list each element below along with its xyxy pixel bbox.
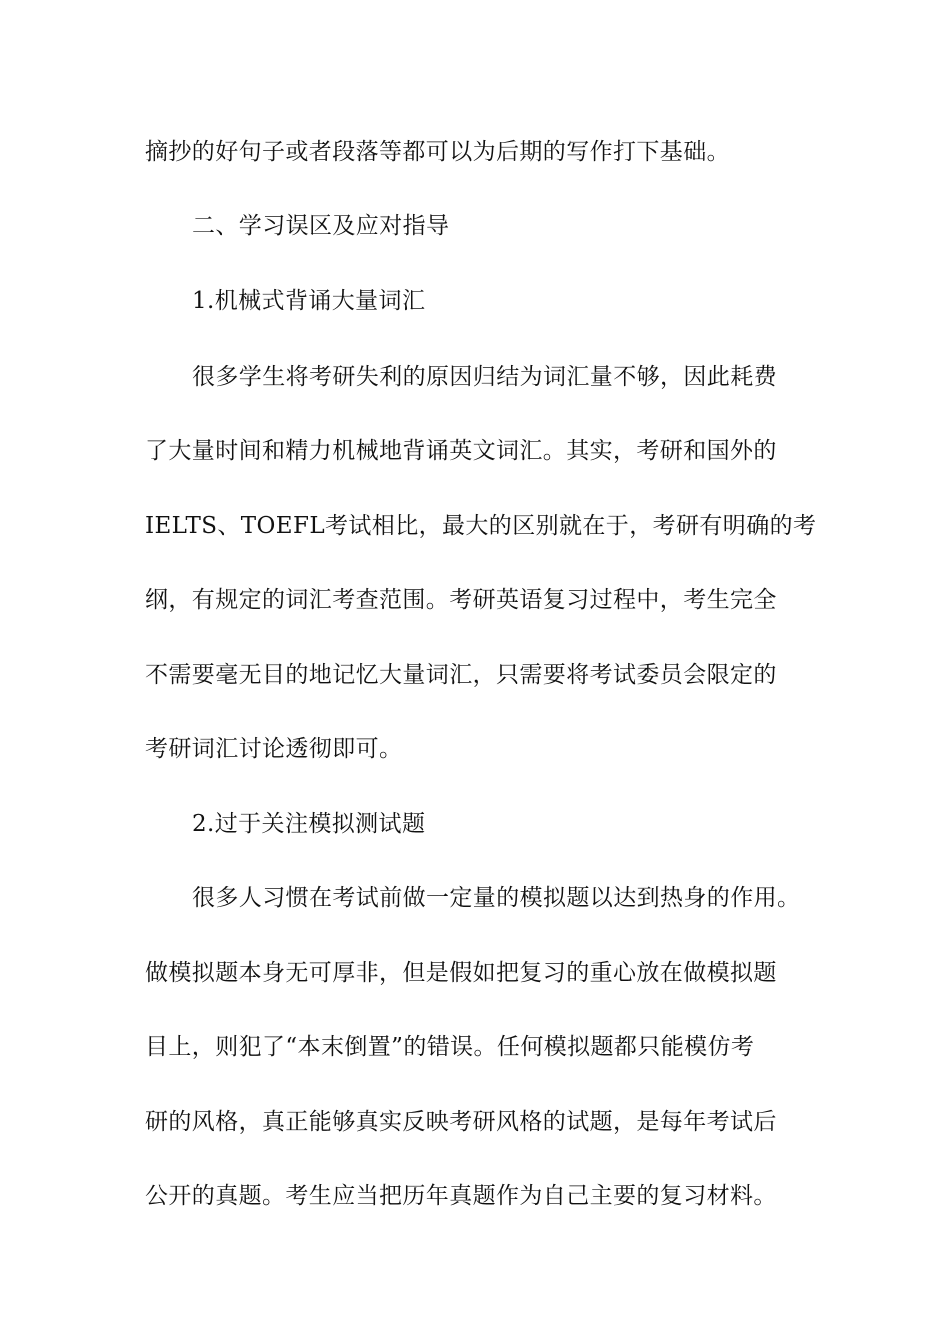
subsection-heading: 2.过于关注模拟测试题 (192, 811, 426, 837)
paragraph-line: 研的风格，真正能够真实反映考研风格的试题，是每年考试后 (145, 1109, 777, 1135)
section-heading: 二、学习误区及应对指导 (192, 213, 450, 239)
paragraph-line: 不需要毫无目的地记忆大量词汇，只需要将考试委员会限定的 (145, 662, 777, 688)
paragraph-line: 了大量时间和精力机械地背诵英文词汇。其实，考研和国外的 (145, 438, 777, 464)
paragraph-line: 目上，则犯了“本末倒置”的错误。任何模拟题都只能模仿考 (145, 1034, 755, 1060)
paragraph-line: IELTS、TOEFL考试相比，最大的区别就在于，考研有明确的考 (145, 513, 817, 539)
paragraph-line: 纲，有规定的词汇考查范围。考研英语复习过程中，考生完全 (145, 587, 777, 613)
paragraph-line: 很多人习惯在考试前做一定量的模拟题以达到热身的作用。 (192, 885, 801, 911)
paragraph-line: 摘抄的好句子或者段落等都可以为后期的写作打下基础。 (145, 139, 730, 165)
subsection-heading: 1.机械式背诵大量词汇 (192, 288, 426, 314)
paragraph-line: 公开的真题。考生应当把历年真题作为自己主要的复习材料。 (145, 1183, 777, 1209)
paragraph-line: 做模拟题本身无可厚非，但是假如把复习的重心放在做模拟题 (145, 960, 777, 986)
paragraph-line: 考研词汇讨论透彻即可。 (145, 736, 403, 762)
paragraph-line: 很多学生将考研失利的原因归结为词汇量不够，因此耗费 (192, 364, 777, 390)
